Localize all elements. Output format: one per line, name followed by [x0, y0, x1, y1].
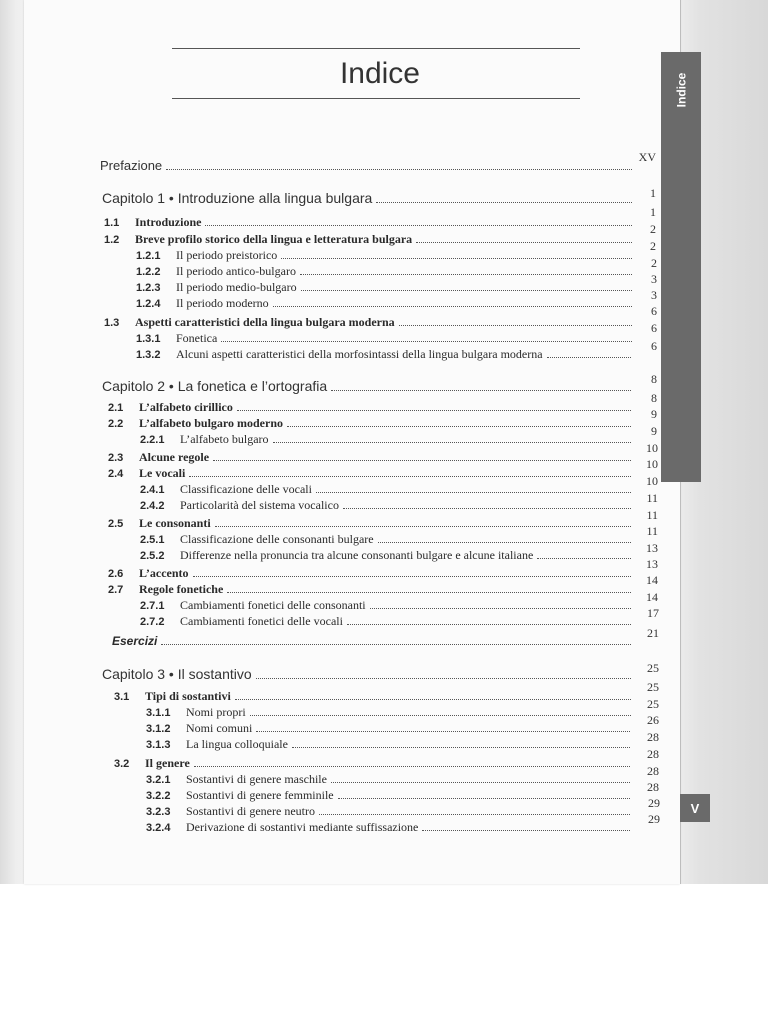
- dot-leader: [166, 168, 632, 170]
- page-number: 6: [651, 304, 657, 318]
- dot-leader: [347, 623, 631, 625]
- toc-entry-title: Sostantivi di genere femminile: [186, 788, 334, 802]
- toc-entry: [136, 296, 636, 311]
- toc-entry-title: L’alfabeto cirillico: [139, 400, 233, 414]
- toc-entry: [108, 400, 635, 415]
- toc-entry-number: 1.3.1: [136, 333, 161, 345]
- toc-entry-title: Classificazione delle consonanti bulgare: [180, 532, 374, 546]
- toc-entry-title: Regole fonetiche: [139, 582, 224, 596]
- toc-entry-title: Capitolo 1 • Introduzione alla lingua bulgara: [102, 190, 373, 206]
- dot-leader: [331, 781, 630, 783]
- page-number: 6: [651, 339, 657, 353]
- page-number: 29: [648, 812, 660, 826]
- toc-entry-title: Alcuni aspetti caratteristici della morfosintassi della lingua bulgara moderna: [176, 347, 543, 361]
- toc-entry-title: Fonetica: [176, 331, 218, 345]
- page-number: 13: [646, 541, 658, 555]
- toc-entry: [140, 482, 635, 497]
- toc-entry-title: Il periodo moderno: [176, 296, 269, 310]
- dot-leader: [221, 340, 632, 342]
- dot-leader: [227, 591, 631, 593]
- toc-entry-number: 1.3.2: [136, 349, 161, 361]
- toc-entry-number: 2.2: [108, 418, 124, 430]
- dot-leader: [287, 425, 631, 427]
- dot-leader: [378, 541, 631, 543]
- toc-entry-number: 1.2.1: [136, 250, 161, 262]
- toc-entry-title: Particolarità del sistema vocalico: [180, 498, 339, 512]
- toc-entry: [108, 466, 635, 481]
- toc-entry-number: 1.3: [104, 317, 120, 329]
- toc-entry: [102, 378, 635, 394]
- dot-leader: [399, 324, 632, 326]
- toc-entry-number: 3.1: [114, 691, 130, 703]
- toc-entry-title: Cambiamenti fonetici delle consonanti: [180, 598, 366, 612]
- dot-leader: [215, 525, 631, 527]
- dot-leader: [256, 730, 630, 732]
- page-number: XV: [638, 150, 656, 164]
- toc-entry-number: 2.4: [108, 468, 124, 480]
- page-number: 3: [651, 288, 657, 302]
- toc-entry-number: 2.1: [108, 402, 124, 414]
- dot-leader: [416, 241, 632, 243]
- toc-entry: [140, 548, 635, 563]
- toc-entry-title: Prefazione: [100, 158, 163, 173]
- page-number: 8: [651, 391, 657, 405]
- page-number: 28: [647, 747, 659, 761]
- toc-entry-title: Aspetti caratteristici della lingua bulgara moderna: [135, 315, 395, 329]
- dot-leader: [343, 507, 631, 509]
- toc-entry: [140, 498, 635, 513]
- toc-entry: [146, 788, 634, 803]
- page-number: 14: [646, 590, 658, 604]
- toc-entry: [146, 737, 634, 752]
- page-number-tab: V: [680, 794, 710, 822]
- dot-leader: [301, 289, 632, 291]
- dot-leader: [370, 607, 631, 609]
- dot-leader: [161, 643, 631, 645]
- dot-leader: [376, 201, 632, 203]
- page-number: 25: [647, 680, 659, 694]
- toc-entry-number: 2.7: [108, 584, 124, 596]
- toc-entry-number: 3.2.1: [146, 774, 171, 786]
- dot-leader: [300, 273, 632, 275]
- dot-leader: [338, 797, 630, 799]
- toc-entry-number: 2.7.1: [140, 600, 165, 612]
- dot-leader: [281, 257, 632, 259]
- toc-entry: [114, 756, 634, 771]
- toc-entry-number: 2.7.2: [140, 616, 165, 628]
- toc-entry-number: 2.2.1: [140, 434, 165, 446]
- toc-entry-number: 1.2.4: [136, 298, 161, 310]
- toc-entry-title: Differenze nella pronuncia tra alcune consonanti bulgare e alcune italiane: [180, 548, 534, 562]
- toc-entry-title: Derivazione di sostantivi mediante suffissazione: [186, 820, 419, 834]
- toc-entry-title: Alcune regole: [139, 450, 210, 464]
- toc-entry: [108, 450, 635, 465]
- toc-entry: [102, 190, 636, 206]
- toc-entry-number: 2.3: [108, 452, 124, 464]
- dot-leader: [235, 698, 631, 700]
- toc-entry-title: Breve profilo storico della lingua e letteratura bulgara: [135, 232, 413, 246]
- toc-entry-number: 2.5: [108, 518, 124, 530]
- toc-entry: [136, 248, 636, 263]
- toc-entry-number: 1.2: [104, 234, 120, 246]
- dot-leader: [273, 305, 632, 307]
- page-number: 25: [647, 661, 659, 675]
- side-tab-label: Indice: [674, 72, 688, 108]
- dot-leader: [331, 389, 631, 391]
- dot-leader: [316, 491, 631, 493]
- toc-entry-title: La lingua colloquiale: [186, 737, 288, 751]
- page-number: 2: [651, 256, 657, 270]
- dot-leader: [537, 557, 631, 559]
- toc-entry: [104, 315, 636, 330]
- toc-entry: [146, 804, 634, 819]
- page-number: 10: [646, 457, 658, 471]
- toc-entry: [136, 280, 636, 295]
- dot-leader: [189, 475, 631, 477]
- toc-entry: [136, 347, 635, 362]
- page-number: 14: [646, 573, 658, 587]
- toc-entry-number: 3.2: [114, 758, 130, 770]
- toc-entry-title: Classificazione delle vocali: [180, 482, 312, 496]
- toc-entry: [146, 705, 635, 720]
- toc-entry: [102, 666, 635, 682]
- page-number: 29: [648, 796, 660, 810]
- toc-entry-number: 2.5.2: [140, 550, 165, 562]
- page-number: 9: [651, 407, 657, 421]
- toc-entry-title: L’accento: [139, 566, 189, 580]
- toc-entry-number: 2.4.1: [140, 484, 165, 496]
- toc-entry: [114, 689, 635, 704]
- page-number: 8: [651, 372, 657, 386]
- page-number: 26: [647, 713, 659, 727]
- toc-entry-number: 2.5.1: [140, 534, 165, 546]
- toc-entry-number: 3.1.1: [146, 707, 171, 719]
- page-number: 11: [646, 524, 658, 538]
- toc-entry-title: Sostantivi di genere maschile: [186, 772, 327, 786]
- toc-entry: [146, 721, 634, 736]
- toc-entry: [100, 158, 636, 173]
- page-number: 17: [647, 606, 659, 620]
- dot-leader: [194, 765, 630, 767]
- page-number: 1: [650, 186, 656, 200]
- page-title: Indice: [339, 57, 420, 90]
- toc-entry-title: Le consonanti: [139, 516, 211, 530]
- toc-entry: [146, 820, 634, 835]
- toc-entry: [108, 582, 635, 597]
- toc-entry: [108, 516, 635, 531]
- toc-entry-number: 3.1.3: [146, 739, 171, 751]
- toc-entry-title: L’alfabeto bulgaro moderno: [139, 416, 284, 430]
- toc-entry-title: Esercizi: [112, 634, 158, 648]
- dot-leader: [213, 459, 631, 461]
- toc-entry-number: 3.2.2: [146, 790, 171, 802]
- toc-entry-title: Introduzione: [135, 215, 202, 229]
- toc-entry-number: 3.1.2: [146, 723, 171, 735]
- toc-entry-number: 2.4.2: [140, 500, 165, 512]
- page-number: 28: [647, 730, 659, 744]
- page-number: 10: [646, 474, 658, 488]
- page-number: 10: [646, 441, 658, 455]
- dot-leader: [292, 746, 630, 748]
- dot-leader: [319, 813, 630, 815]
- page-number: 2: [650, 222, 656, 236]
- toc-entry: [108, 566, 635, 581]
- toc-entry-title: Capitolo 3 • Il sostantivo: [102, 666, 252, 682]
- toc-entry: [140, 532, 635, 547]
- toc-entry-title: Il genere: [145, 756, 190, 770]
- dot-leader: [547, 356, 631, 358]
- toc-entry-number: 1.2.3: [136, 282, 161, 294]
- toc-entry-title: Tipi di sostantivi: [145, 689, 231, 703]
- toc-entry: [140, 598, 635, 613]
- page-number: 6: [651, 321, 657, 335]
- dot-leader: [273, 441, 631, 443]
- toc-entry-title: Il periodo medio-bulgaro: [176, 280, 297, 294]
- toc-entry-title: Cambiamenti fonetici delle vocali: [180, 614, 343, 628]
- toc-entry: [104, 215, 636, 230]
- toc-entry-number: 1.1: [104, 217, 120, 229]
- toc-entry-number: 1.2.2: [136, 266, 161, 278]
- toc-entry: [136, 331, 636, 346]
- page-number: 28: [647, 780, 659, 794]
- toc-entry-title: Sostantivi di genere neutro: [186, 804, 315, 818]
- toc-entry-number: 2.6: [108, 568, 124, 580]
- toc-entry: [140, 614, 635, 629]
- toc-entry: [112, 634, 635, 648]
- page-number: 3: [651, 272, 657, 286]
- page-number: 13: [646, 557, 658, 571]
- toc-entry-title: Nomi comuni: [186, 721, 253, 735]
- toc-entry-title: Il periodo preistorico: [176, 248, 278, 262]
- page-number: 11: [646, 508, 658, 522]
- toc-entry: [140, 432, 635, 447]
- toc-entry: [108, 416, 635, 431]
- dot-leader: [193, 575, 631, 577]
- page-number: 21: [647, 626, 659, 640]
- dot-leader: [237, 409, 631, 411]
- page-number: 2: [650, 239, 656, 253]
- toc-entry-title: Capitolo 2 • La fonetica e l’ortografia: [102, 378, 328, 394]
- toc-entry: [104, 232, 636, 247]
- toc-entry-number: 3.2.3: [146, 806, 171, 818]
- toc-entry-number: 3.2.4: [146, 822, 171, 834]
- dot-leader: [422, 829, 630, 831]
- toc-entry-title: Nomi propri: [186, 705, 246, 719]
- page-number: 28: [647, 764, 659, 778]
- toc-entry: [146, 772, 634, 787]
- dot-leader: [256, 677, 631, 679]
- page-number: 11: [646, 491, 658, 505]
- toc-entry-title: L’alfabeto bulgaro: [180, 432, 269, 446]
- page-number: 9: [651, 424, 657, 438]
- toc-entry-title: Il periodo antico-bulgaro: [176, 264, 296, 278]
- dot-leader: [250, 714, 631, 716]
- page-number: 1: [650, 205, 656, 219]
- toc-entry-title: Le vocali: [139, 466, 186, 480]
- page-number: 25: [647, 697, 659, 711]
- dot-leader: [205, 224, 632, 226]
- toc-entry: [136, 264, 636, 279]
